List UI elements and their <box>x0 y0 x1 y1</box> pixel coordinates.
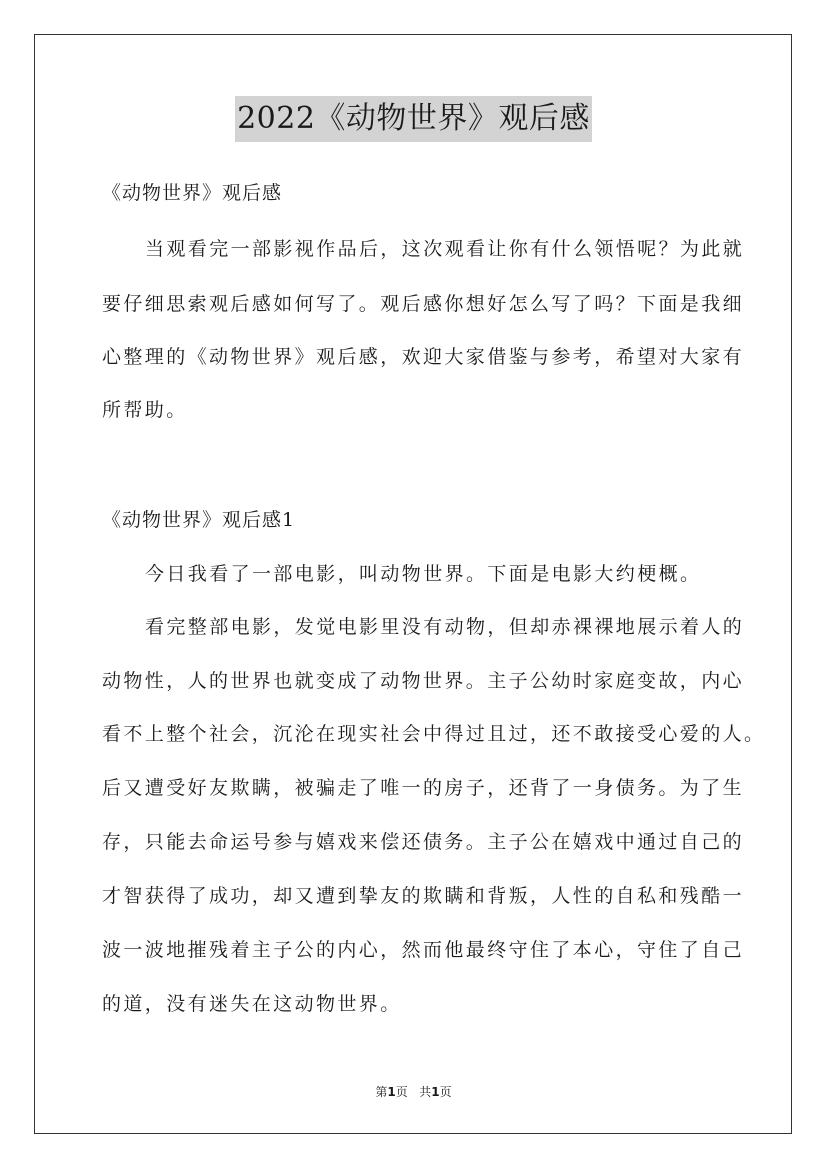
intro-line: 要仔细思索观后感如何写了。观后感你想好怎么写了吗？下面是我细 <box>102 293 745 315</box>
body-line: 才智获得了成功，却又遭到挚友的欺瞒和背叛，人性的自私和残酷一 <box>102 885 745 907</box>
body-line: 的道，没有迷失在这动物世界。 <box>102 993 402 1015</box>
page-footer <box>0 1084 827 1100</box>
intro-line: 所帮助。 <box>102 399 188 421</box>
page-label-prefix: 第 <box>375 1085 388 1099</box>
page-number: 1 <box>387 1085 396 1099</box>
document-title: 2022《动物世界》观后感 <box>235 96 592 142</box>
page-label-suffix: 页 <box>439 1085 452 1099</box>
page-label-mid: 页 共 <box>395 1085 432 1099</box>
body-line: 后又遭受好友欺瞒，被骗走了唯一的房子，还背了一身债务。为了生 <box>102 777 745 799</box>
body-line: 动物性，人的世界也就变成了动物世界。主子公幼时家庭变故，内心 <box>102 670 745 692</box>
body-line: 看不上整个社会，沉沦在现实社会中得过且过，还不敢接受心爱的人。 <box>102 723 766 745</box>
body-line: 看完整部电影，发觉电影里没有动物，但却赤裸裸地展示着人的 <box>145 616 745 638</box>
body-line: 今日我看了一部电影，叫动物世界。下面是电影大约梗概。 <box>145 563 702 585</box>
intro-line: 心整理的《动物世界》观后感，欢迎大家借鉴与参考，希望对大家有 <box>102 346 745 368</box>
subtitle: 《动物世界》观后感 <box>102 182 283 204</box>
section-heading: 《动物世界》观后感1 <box>102 509 296 531</box>
page-total: 1 <box>431 1085 440 1099</box>
body-line: 波一波地摧残着主子公的内心，然而他最终守住了本心，守住了自己 <box>102 939 745 961</box>
body-line: 存，只能去命运号参与嬉戏来偿还债务。主子公在嬉戏中通过自己的 <box>102 831 745 853</box>
intro-line: 当观看完一部影视作品后，这次观看让你有什么领悟呢？为此就 <box>145 238 745 260</box>
